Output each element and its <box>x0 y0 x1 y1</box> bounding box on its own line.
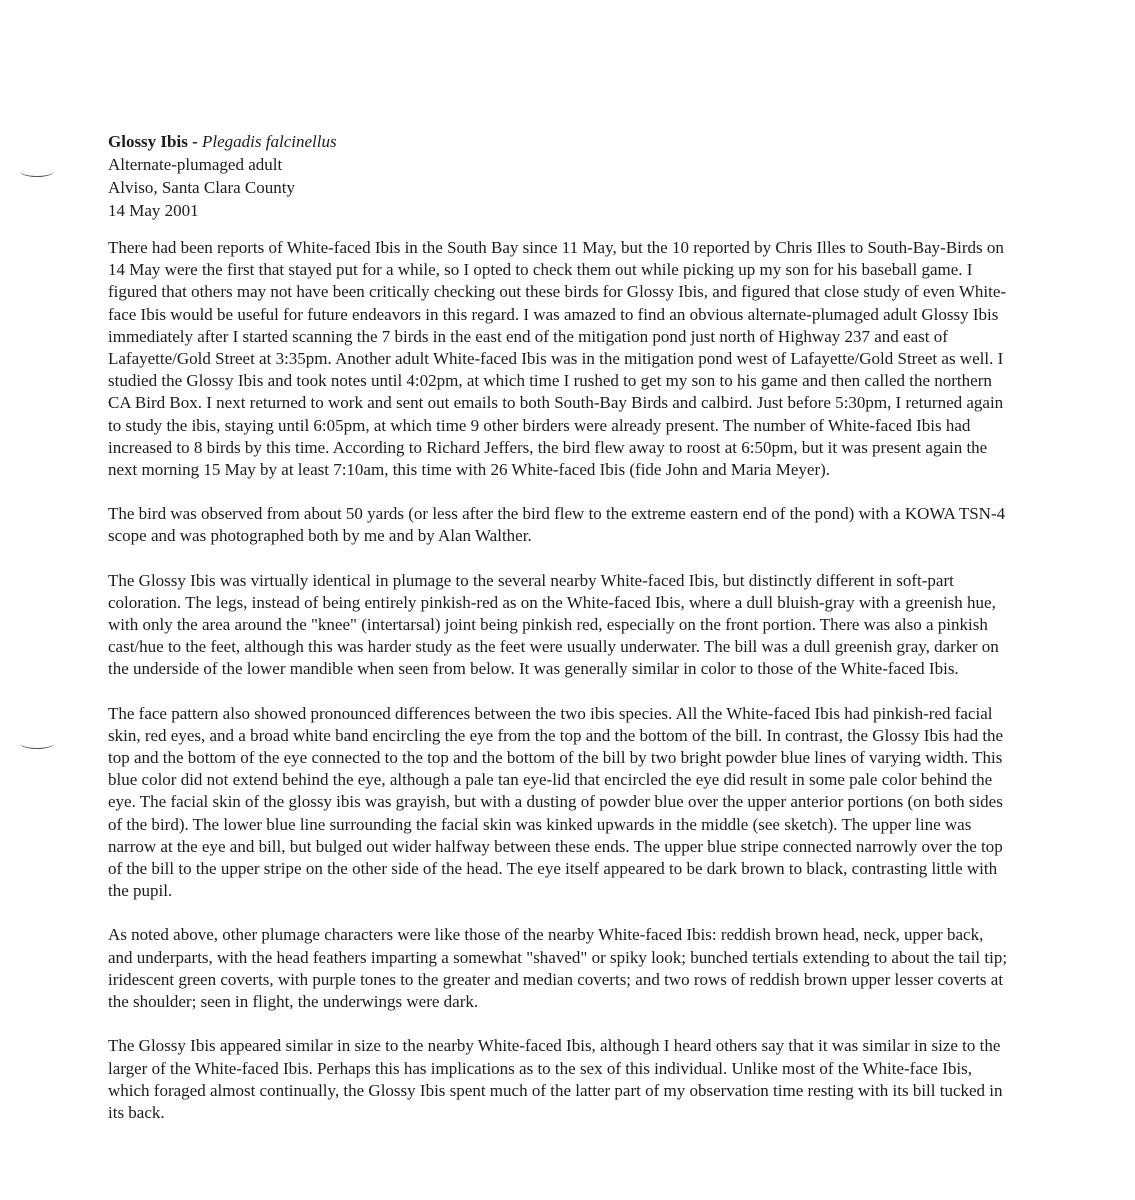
species-title <box>108 130 337 153</box>
paragraph-face-pattern: The face pattern also showed pronounced differences between the two ibis species. All the White-faced Ibis had pinkish-red facial skin, red eyes, and a broad white band encircling the eye from the top and the bottom of the bill. In contrast, the Glossy Ibis had the top and the bottom of the eye connected to the top and the bottom of the bill by two bright powder blue lines of varying width. This blue color did not extend behind the eye, although a pale tan eye-lid that encircled the eye did result in some pale color behind the eye. The facial skin of the glossy ibis was grayish, but with a dusting of powder blue over the upper anterior portions (on both sides of the bird). The lower blue line surrounding the facial skin was kinked upwards in the middle (see sketch). The upper line was narrow at the eye and bill, but bulged out wider halfway between these ends. The upper blue stripe connected narrowly over the top of the bill to the upper stripe on the other side of the head. The eye itself appeared to be dark brown to black, contrasting little with the pupil. <box>108 703 1004 901</box>
paragraph-size-behavior: The Glossy Ibis appeared similar in size to the nearby White-faced Ibis, although I heard others say that it was similar in size to the larger of the White-faced Ibis. Perhaps this has implications as to the sex of this individual. Unlike most of the White-face Ibis, which foraged almost continually, the Glossy Ibis spent much of the latter part of my observation time resting with its bill tucked in its back. <box>108 1036 1003 1122</box>
hole-punch-mark-middle <box>20 738 54 749</box>
document-body <box>108 237 1012 1146</box>
species-name: Glossy Ibis - <box>108 132 202 151</box>
paragraph-plumage: As noted above, other plumage characters were like those of the nearby White-faced Ibis: reddish brown head, neck, upper back, and underparts, with the head feathers imparting a somewhat "shaved" or spiky look; bunched tertials extending to about the tail tip; iridescent green coverts, with purple tones to the greater and median coverts; and two rows of reddish brown upper lesser coverts at the shoulder; seen in flight, the underwings were dark. <box>108 925 1008 1012</box>
date-line: 14 May 2001 <box>108 201 199 220</box>
scientific-name: Plegadis falcinellus <box>202 132 337 151</box>
paragraph-optics: The bird was observed from about 50 yards (or less after the bird flew to the extreme eastern end of the pond) with a KOWA TSN-4 scope and was photographed both by me and by Alan Walther. <box>108 504 1006 546</box>
paragraph-observation-history: There had been reports of White-faced Ibis in the South Bay since 11 May, but the 10 reported by Chris Illes to South-Bay-Birds on 14 May were the first that stayed put for a while, so I opted to check them out while picking up my son for his baseball game. I figured that others may not have been critically checking out these birds for Glossy Ibis, and figured that close study of even White-face Ibis would be useful for future endeavors in this regard. I was amazed to find an obvious alternate-plumaged adult Glossy Ibis immediately after I started scanning the 7 birds in the east end of the mitigation pond just north of Highway 237 and east of Lafayette/Gold Street at 3:35pm. Another adult White-faced Ibis was in the mitigation pond west of Lafayette/Gold Street as well. I studied the Glossy Ibis and took notes until 4:02pm, at which time I rushed to get my son to his game and then called the northern CA Bird Box. I next returned to work and sent out emails to both South-Bay Birds and calbird. Just before 5:30pm, I returned again to study the ibis, staying until 6:05pm, at which time 9 other birders were already present. The number of White-faced Ibis had increased to 8 birds by this time. According to Richard Jeffers, the bird flew away to roost at 6:50pm, but it was present again the next morning 15 May by at least 7:10am, this time with 26 White-faced Ibis (fide John and Maria Meyer). <box>108 238 1007 480</box>
record-header <box>108 130 337 222</box>
paragraph-soft-parts: The Glossy Ibis was virtually identical in plumage to the several nearby White-faced Ibis, but distinctly different in soft-part coloration. The legs, instead of being entirely pinkish-red as on the White-faced Ibis, where a dull bluish-gray with a greenish hue, with only the area around the "knee" (intertarsal) joint being pinkish red, especially on the front portion. There was also a pinkish cast/hue to the feet, although this was harder study as the feet were usually underwater. The bill was a dull greenish gray, darker on the underside of the lower mandible when seen from below. It was generally similar in color to those of the White-faced Ibis. <box>108 570 999 679</box>
plumage-line: Alternate-plumaged adult <box>108 155 283 174</box>
hole-punch-mark-top <box>20 166 54 177</box>
location-line: Alviso, Santa Clara County <box>108 178 295 197</box>
